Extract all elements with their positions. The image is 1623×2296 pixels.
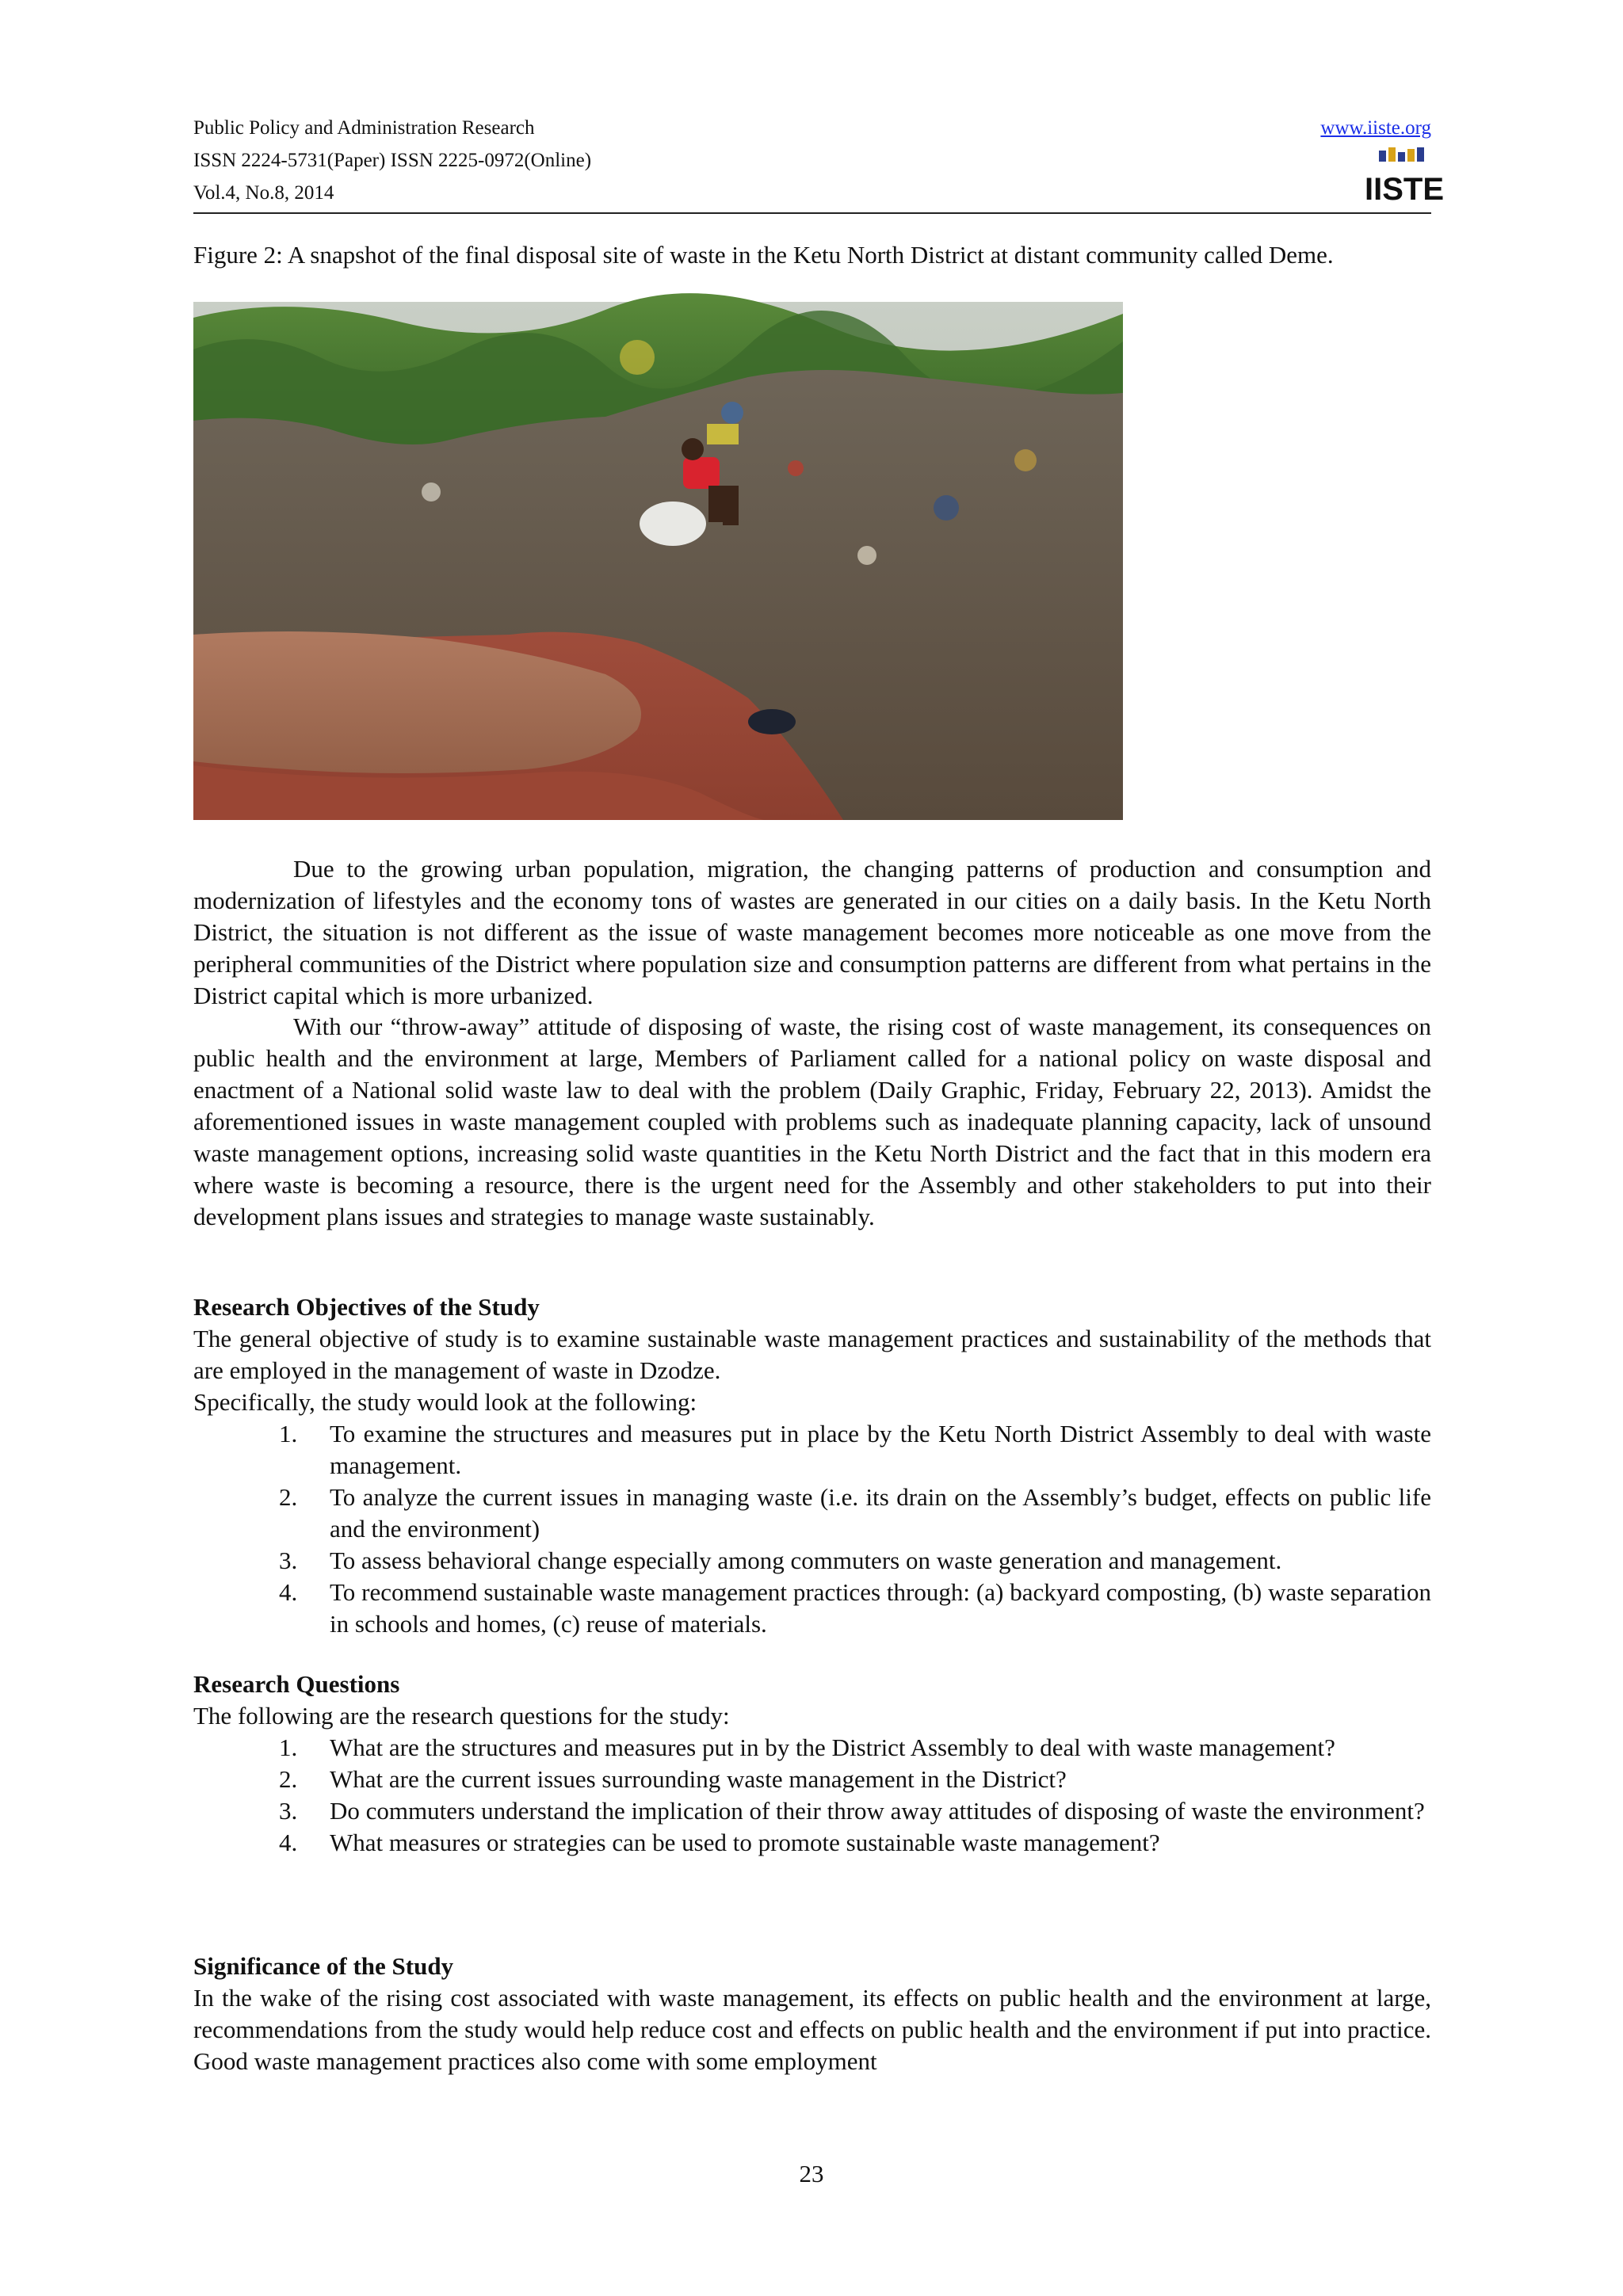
list-item [193, 1482, 1431, 1545]
questions-list [193, 1732, 1431, 1859]
section-heading-significance: Significance of the Study [193, 1952, 454, 1980]
list-number: 3. [279, 1797, 298, 1825]
page-number: 23 [799, 2160, 824, 2187]
list-item [193, 1577, 1431, 1640]
list-text: What are the current issues surrounding waste management in the District? [330, 1765, 1067, 1793]
list-item [193, 1795, 1431, 1827]
svg-text:IISTE: IISTE [1364, 172, 1445, 207]
list-item [193, 1827, 1431, 1859]
list-number: 2. [279, 1765, 298, 1793]
waste-disposal-site-photo [193, 302, 1123, 820]
objectives-intro: The general objective of study is to examine sustainable waste management practices and sustainability of the methods that are employed in the management of waste in Dzodze. [193, 1325, 1431, 1384]
list-text: To examine the structures and measures put in place by the Ketu North District Assembly to deal with waste management. [330, 1420, 1431, 1479]
list-number: 1. [279, 1733, 298, 1761]
list-text: To recommend sustainable waste management practices through: (a) backyard composting, (b) waste separation in schools and homes, (c) reuse of materials. [330, 1578, 1431, 1638]
journal-url-link[interactable]: www.iiste.org [1320, 117, 1431, 139]
header-rule [193, 212, 1431, 214]
list-number: 3. [279, 1547, 298, 1574]
section-heading-questions: Research Questions [193, 1670, 400, 1698]
figure-caption: Figure 2: A snapshot of the final disposal site of waste in the Ketu North District at distant community called Deme. [193, 241, 1334, 269]
journal-header [193, 112, 591, 209]
journal-title: Public Policy and Administration Research [193, 117, 535, 139]
list-text: What are the structures and measures put in by the District Assembly to deal with waste management? [330, 1733, 1335, 1761]
body-paragraph: With our “throw-away” attitude of disposing of waste, the rising cost of waste management, its consequences on public health and the environment at large, Members of Parliament called for a national policy on waste disposal and enactment of a National solid waste law to deal with the problem (Daily Graphic, Friday, February 22, 2013). Amidst the aforementioned issues in waste management coupled with problems such as inadequate planning capacity, lack of unsound waste management options, increasing solid waste quantities in the Ketu North District and the fact that in this modern era where waste is becoming a resource, there is the urgent need for the Assembly and other stakeholders to put into their development plans issues and strategies to manage waste sustainably. [193, 1013, 1431, 1230]
body-paragraph: Due to the growing urban population, migration, the changing patterns of production and consumption and modernization of lifestyles and the economy tons of wastes are generated in our cities on a daily basis. In the Ketu North District, the situation is not different as the issue of waste management becomes more noticeable as one move from the peripheral communities of the District where population size and consumption patterns are different from what pertains in the District capital which is more urbanized. [193, 855, 1431, 1009]
list-item [193, 1732, 1431, 1764]
journal-volume: Vol.4, No.8, 2014 [193, 182, 334, 204]
list-number: 1. [279, 1420, 298, 1447]
list-number: 4. [279, 1578, 298, 1606]
list-item [193, 1545, 1431, 1577]
list-text: To analyze the current issues in managing waste (i.e. its drain on the Assembly’s budget, effects on public life and the environment) [330, 1483, 1431, 1543]
list-text: Do commuters understand the implication of their throw away attitudes of disposing of waste the environment? [330, 1797, 1425, 1825]
journal-issn: ISSN 2224-5731(Paper) ISSN 2225-0972(Online) [193, 150, 592, 171]
significance-text: In the wake of the rising cost associated with waste management, its effects on public health and the environment at large, recommendations from the study would help reduce cost and effects on public health and the environment if put into practice. Good waste management practices also come with some employment [193, 1984, 1431, 2075]
list-number: 2. [279, 1483, 298, 1511]
list-item [193, 1418, 1431, 1482]
iiste-logo [1364, 147, 1445, 207]
questions-intro: The following are the research questions for the study: [193, 1702, 730, 1730]
objectives-list [193, 1418, 1431, 1640]
list-text: To assess behavioral change especially among commuters on waste generation and management. [330, 1547, 1282, 1574]
objectives-specific: Specifically, the study would look at the following: [193, 1388, 697, 1416]
list-number: 4. [279, 1829, 298, 1856]
list-text: What measures or strategies can be used to promote sustainable waste management? [330, 1829, 1160, 1856]
list-item [193, 1764, 1431, 1795]
section-heading-objectives: Research Objectives of the Study [193, 1293, 540, 1321]
